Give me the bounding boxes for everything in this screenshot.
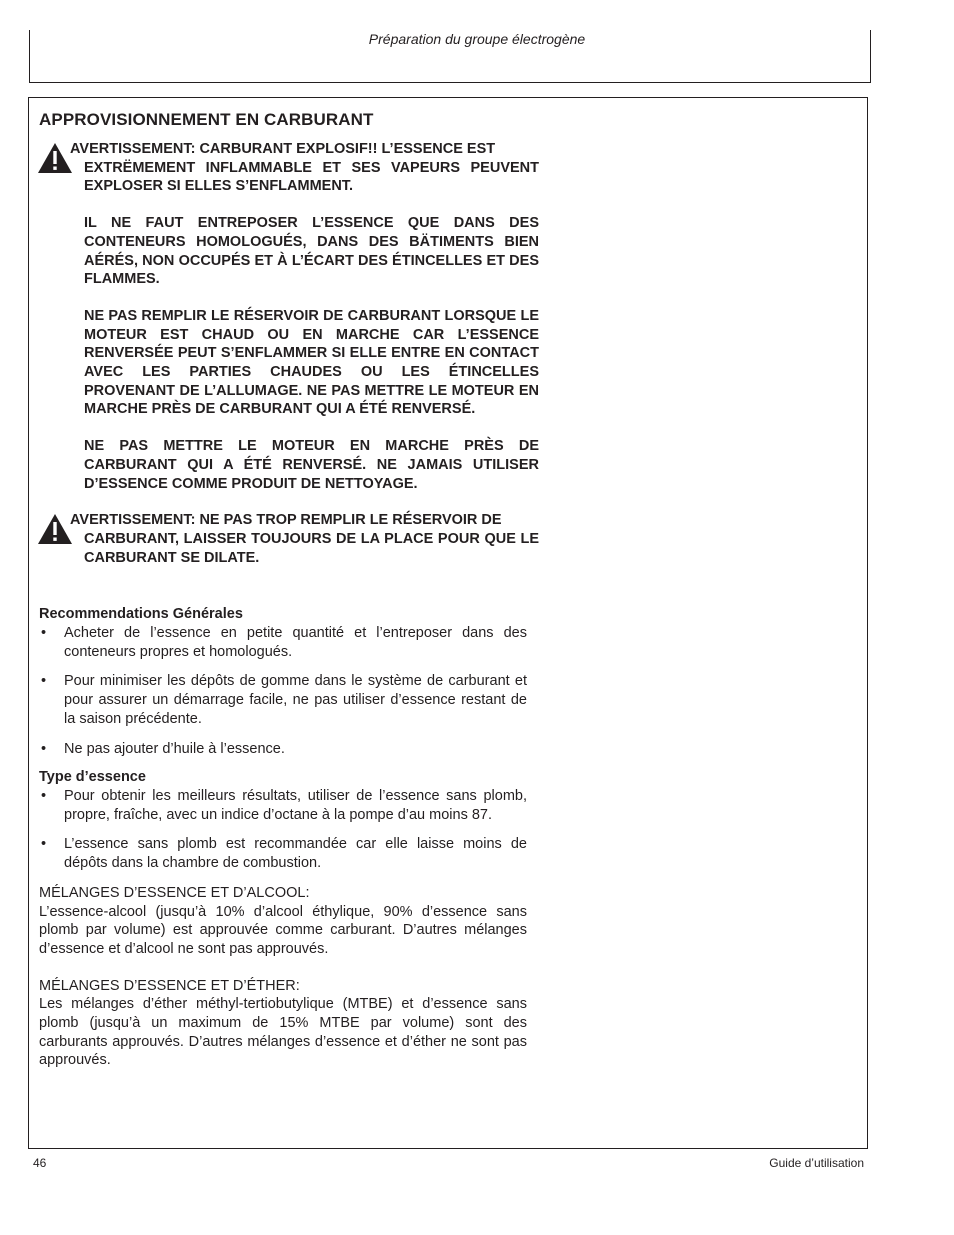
ether-blend-heading: MÉLANGES D’ESSENCE ET D’ÉTHER: <box>39 977 300 994</box>
list-item: • L’essence sans plomb est recommandée car elle laisse moins de dépôts dans la chambre de combustion. <box>41 836 527 872</box>
fuel-type-list <box>39 787 527 873</box>
general-recommendations-title: Recommendations Générales <box>39 606 243 623</box>
alcohol-blend-heading: MÉLANGES D’ESSENCE ET D’ALCOOL: <box>39 884 310 901</box>
warning-paragraph-storage: IL NE FAUT ENTREPOSER L’ESSENCE QUE DANS DES CONTENEURS HOMOLOGUÉS, DANS DES BÄTIMENTS BIEN AÉRÉS, NON OCCUPÉS ET À L’ÉCART DES ÉTINCELLES ET DES FLAMMES. <box>84 215 539 288</box>
warning-paragraph <box>70 511 539 567</box>
warning-paragraph-refuel: NE PAS REMPLIR LE RÉSERVOIR DE CARBURANT LORSQUE LE MOTEUR EST CHAUD OU EN MARCHE CAR L’ESSENCE RENVERSÉE PEUT S’ENFLAMMER SI ELLE ENTRE EN CONTACT AVEC LES PARTIES CHAUDES OU LES ÉTINCELLES PROVENANT DE L’ALLUMAGE. NE PAS METTRE LE MOTEUR EN MARCHE PRÈS DE CARBURANT QUI A ÉTÉ RENVERSÉ. <box>84 307 539 418</box>
warning-paragraph-spill: NE PAS METTRE LE MOTEUR EN MARCHE PRÈS DE CARBURANT QUI A ÉTÉ RENVERSÉ. NE JAMAIS UTILISER D’ESSENCE COMME PRODUIT DE NETTOYAGE. <box>84 438 539 492</box>
footer-guide-title: Guide d’utilisation <box>769 1156 864 1170</box>
alcohol-blend-text: L’essence-alcool (jusqu’à 10% d’alcool éthylique, 90% d’essence sans plomb par volume) est approuvée comme carburant. D’autres mélanges d’essence et d’alcool ne sont pas approuvés. <box>39 903 527 957</box>
warning-triangle-icon <box>37 513 73 545</box>
list-item: • Pour obtenir les meilleurs résultats, utiliser de l’essence sans plomb, propre, fraîche, avec un indice d’octane à la pompe d’au moins 87. <box>41 787 527 823</box>
content-column <box>39 110 539 1070</box>
warning-triangle-icon <box>37 142 73 174</box>
warning-block-overfill <box>39 511 539 567</box>
running-header: Préparation du groupe électrogène <box>368 31 586 47</box>
page-number: 46 <box>33 1156 47 1170</box>
list-item: • Acheter de l’essence en petite quantité et l’entreposer dans des conteneurs propres et homologués. <box>41 625 527 660</box>
warning-block-explosive-fuel <box>39 140 539 493</box>
list-item: • Pour minimiser les dépôts de gomme dans le système de carburant et pour assurer un démarrage facile, ne pas utiliser d’essence restant de la saison précédente. <box>41 673 527 727</box>
warning-paragraph <box>70 140 539 196</box>
section-title: APPROVISIONNEMENT EN CARBURANT <box>39 110 374 129</box>
warning-lead: AVERTISSEMENT: CARBURANT EXPLOSIF!! L’ESSENCE EST <box>70 141 496 157</box>
ether-blend-text: Les mélanges d’éther méthyl-tertiobutylique (MTBE) et d’essence sans plomb (jusqu’à un maximum de 15% MTBE par volume) sont des carburants approuvés. D’autres mélanges d’essence et d’éther ne sont pas approuvés. <box>39 996 527 1069</box>
list-item: • Ne pas ajouter d’huile à l’essence. <box>41 740 285 757</box>
fuel-type-title: Type d’essence <box>39 769 146 786</box>
warning-lead: AVERTISSEMENT: NE PAS TROP REMPLIR LE RÉSERVOIR DE <box>70 512 502 529</box>
general-recommendations-list <box>39 624 527 758</box>
warning-lead-rest: CARBURANT, LAISSER TOUJOURS DE LA PLACE POUR QUE LE CARBURANT SE DILATE. <box>84 530 539 566</box>
warning-lead-rest: EXTRËMEMENT INFLAMMABLE ET SES VAPEURS PEUVENT EXPLOSER SI ELLES S’ENFLAMMENT. <box>84 159 539 195</box>
main-content-box <box>28 97 868 1149</box>
